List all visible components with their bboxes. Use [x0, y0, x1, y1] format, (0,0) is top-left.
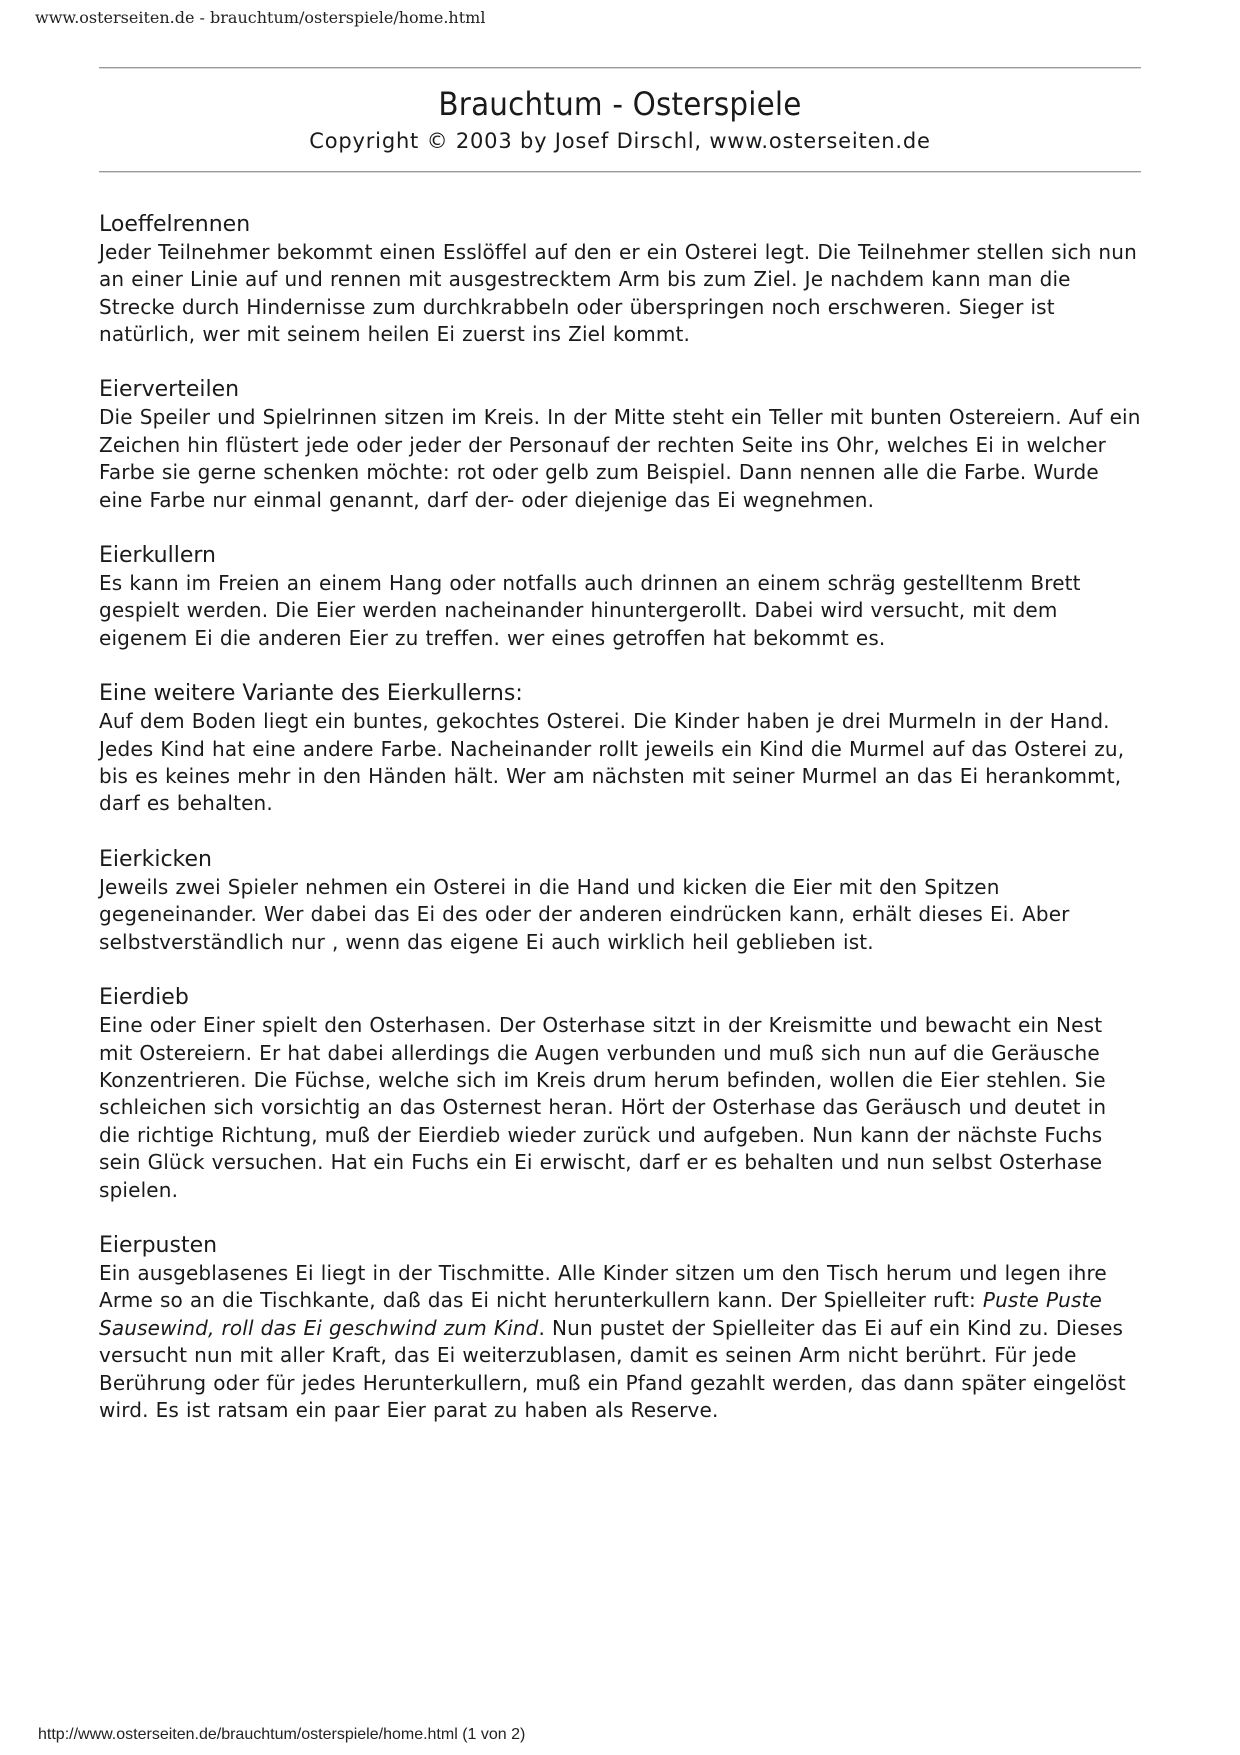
print-footer-url: http://www.osterseiten.de/brauchtum/osterspiele/home.html (1 von 2) [38, 1726, 526, 1743]
section-text: Jeweils zwei Spieler nehmen ein Osterei in die Hand und kicken die Eier mit den Spitzen gegeneinander. Wer dabei das Ei des oder der anderen eindrücken kann, erhält dieses Ei. Aber selbstverständlich nur , wenn das eigene Ei auch wirklich heil geblieben ist. [99, 874, 1070, 954]
copyright-notice: Copyright © 2003 by Josef Dirschl, www.osterseiten.de [309, 128, 931, 153]
print-header-url: www.osterseiten.de - brauchtum/osterspiele/home.html [35, 8, 486, 27]
section-eierdieb [99, 983, 1141, 1204]
title-block [99, 69, 1141, 171]
section-text: Jeder Teilnehmer bekommt einen Esslöffel auf den er ein Osterei legt. Die Teilnehmer stellen sich nun an einer Linie auf und rennen mit ausgestrecktem Arm bis zum Ziel. Je nachdem kann man die Strecke durch Hindernisse zum durchkrabbeln oder überspringen noch erschweren. Sieger ist natürlich, wer mit seinem heilen Ei zuerst ins Ziel kommt. [99, 239, 1137, 347]
section-text: Es kann im Freien an einem Hang oder notfalls auch drinnen an einem schräg gestelltenm Brett gespielt werden. Die Eier werden nacheinander hinuntergerollt. Dabei wird versucht, mit dem eigenem Ei die anderen Eier zu treffen. wer eines getroffen hat bekommt es. [99, 571, 1081, 650]
section-heading: Eierkullern [99, 543, 216, 569]
section-eierpusten [99, 1231, 1141, 1424]
section-eierkullern [99, 541, 1141, 652]
section-eierkullern-variante [99, 679, 1141, 818]
section-loeffelrennen [99, 210, 1141, 349]
page-title: Brauchtum - Osterspiele [438, 85, 802, 123]
section-text [99, 1260, 1141, 1424]
section-text-part: . Nun pustet der Spielleiter das Ei auf ein Kind zu. Dieses versucht nun mit aller Kraft, das Ei weiterzublasen, damit es seinen Arm nicht berührt. Für jede Berührung oder für jedes Herunterkullern, muß ein Pfand gezahlt werden, das dann später eingelöst wird. Es ist ratsam ein paar Eier parat zu haben als Reserve. [99, 1315, 1126, 1422]
section-eierverteilen [99, 375, 1141, 514]
section-text: Eine oder Einer spielt den Osterhasen. Der Osterhase sitzt in der Kreismitte und bewacht ein Nest mit Ostereiern. Er hat dabei allerdings die Augen verbunden und muß sich nun auf die Geräusche Konzentrieren. Die Füchse, welche sich im Kreis drum herum befinden, wollen die Eier stehlen. Sie schleichen sich vorsichtig an das Osternest heran. Hört der Osterhase das Geräusch und deutet in die richtige Richtung, muß der Eierdieb wieder zurück und aufgeben. Nun kann der nächste Fuchs sein Glück versuchen. Hat ein Fuchs ein Ei erwischt, darf er es behalten und nun selbst Osterhase spielen. [99, 1013, 1107, 1202]
section-heading: Loeffelrennen [99, 211, 251, 237]
section-text-part: Ein ausgeblasenes Ei liegt in der Tischmitte. Alle Kinder sitzen um den Tisch herum und legen ihre Arme so an die Tischkante, daß das Ei nicht herunterkullern kann. Der Spielleiter ruft: [99, 1260, 1107, 1313]
section-eierkicken [99, 845, 1141, 956]
page-content [99, 67, 1141, 1451]
section-heading: Eine weitere Variante des Eierkullerns: [99, 681, 523, 707]
sections-container [99, 173, 1141, 1425]
section-text: Die Speiler und Spielrinnen sitzen im Kreis. In der Mitte steht ein Teller mit bunten Ostereiern. Auf ein Zeichen hin flüstert jede oder jeder der Personauf der rechten Seite ins Ohr, welches Ei in welcher Farbe sie gerne schenken möchte: rot oder gelb zum Beispiel. Dann nennen alle die Farbe. Wurde eine Farbe nur einmal genannt, darf der- oder diejenige das Ei wegnehmen. [99, 405, 1141, 512]
section-heading: Eierverteilen [99, 377, 240, 403]
section-heading: Eierdieb [99, 985, 189, 1011]
section-text: Auf dem Boden liegt ein buntes, gekochtes Osterei. Die Kinder haben je drei Murmeln in der Hand. Jedes Kind hat eine andere Farbe. Nacheinander rollt jeweils ein Kind die Murmel auf das Osterei zu, bis es keines mehr in den Händen hält. Wer am nächsten mit seiner Murmel an das Ei herankommt, darf es behalten. [99, 709, 1125, 816]
section-heading: Eierkicken [99, 846, 212, 872]
section-heading: Eierpusten [99, 1232, 218, 1258]
section-text-italic-quote: Puste Puste Sausewind, roll das Ei geschwind zum Kind [99, 1288, 1103, 1340]
